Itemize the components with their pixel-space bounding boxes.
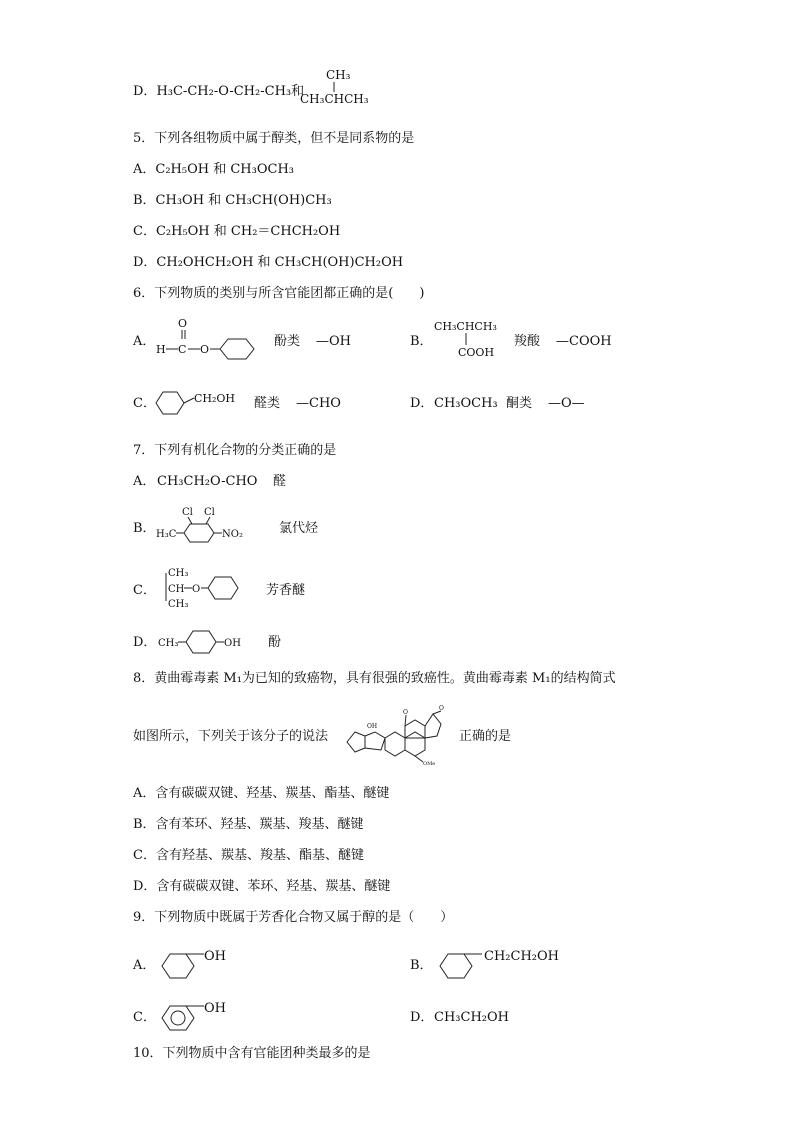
q7b-nitro: NO₂ <box>222 529 243 540</box>
phenyl-formate-structure <box>156 315 266 361</box>
q6-c-label: C． <box>133 396 156 411</box>
q6-c-class: 醛类 <box>254 396 281 411</box>
cyclohexanol-structure <box>160 946 250 982</box>
q9-d-formula: CH₃CH₂OH <box>434 1010 509 1025</box>
isopropyl-phenyl-ether-structure <box>162 565 252 611</box>
phenol-oh: OH <box>204 1001 226 1016</box>
dichloronitrotoluene-structure <box>156 504 256 546</box>
q8-option-a: A．含有碳碳双键、羟基、羰基、酯基、醚键 <box>133 786 390 801</box>
isobutyric-acid-structure <box>434 318 514 362</box>
q9-c-label: C． <box>133 1010 156 1025</box>
q7-c-class: 芳香醚 <box>266 583 306 598</box>
phenol-structure <box>160 998 250 1034</box>
q8-option-b: B．含有苯环、羟基、羰基、羧基、醚键 <box>133 817 364 832</box>
acid-top: CH₃CHCH₃ <box>434 320 497 333</box>
cyclohexanol-oh: OH <box>204 949 226 964</box>
q6-d-class: 酮类 <box>506 396 533 411</box>
formate-ester-o: O <box>200 343 210 356</box>
q7d-methyl: CH₃ <box>158 638 179 649</box>
formate-carbonyl-o: O <box>178 317 188 330</box>
q5-option-d: D．CH₂OHCH₂OH 和 CH₃CH(OH)CH₂OH <box>133 255 404 270</box>
q6-a-class: 酚类 <box>274 334 301 349</box>
benzyl-ch2oh: CH₂OH <box>194 392 236 405</box>
q7b-cl-2: Cl <box>204 507 215 518</box>
q9-stem: 9．下列物质中既属于芳香化合物又属于醇的是（ ） <box>133 910 454 925</box>
q6-stem: 6．下列物质的类别与所含官能团都正确的是( ) <box>133 286 425 301</box>
q8-line2-a: 如图所示，下列关于该分子的说法 <box>133 729 329 744</box>
q9-b-label: B． <box>410 958 433 973</box>
q7-b-label: B． <box>133 521 156 536</box>
q7-d-label: D． <box>133 635 157 650</box>
phenylethanol-structure <box>438 946 578 982</box>
q5-stem: 5．下列各组物质中属于醇类，但不是同系物的是 <box>133 131 415 146</box>
q7c-ch: CH <box>168 584 185 595</box>
phenylethanol-chain: CH₂CH₂OH <box>484 949 559 964</box>
benzyl-alcohol-structure <box>154 388 250 418</box>
q7-a-label: A． <box>133 474 156 489</box>
q6-b-label: B． <box>410 334 433 349</box>
q7-a-formula: CH₃CH₂O-CHO <box>157 474 258 489</box>
q6-d-group: —O— <box>548 396 585 411</box>
q8-stem: 8．黄曲霉毒素 M₁为已知的致癌物，具有很强的致癌性。黄曲霉毒素 M₁的结构简式 <box>133 671 616 686</box>
q4-d-left-formula: H₃C-CH₂-O-CH₂-CH₃ <box>156 84 292 99</box>
q9-d-label: D． <box>410 1010 434 1025</box>
q7c-ch3-bottom: CH₃ <box>168 599 189 610</box>
q8-option-c: C．含有羟基、羰基、羧基、酯基、醚键 <box>133 848 364 863</box>
isobutane-ch3-top: CH₃ <box>326 68 351 82</box>
q5-option-a: A．C₂H₅OH 和 CH₃OCH₃ <box>133 162 295 177</box>
isobutane-main: CH₃CHCH₃ <box>300 92 369 106</box>
q6-b-group: —COOH <box>556 334 612 349</box>
m1-ketone-o: O <box>439 705 444 712</box>
q7-a-class: 醛 <box>273 474 287 489</box>
q7-stem: 7．下列有机化合物的分类正确的是 <box>133 443 337 458</box>
q9-a-label: A． <box>133 958 156 973</box>
q5-option-b: B．CH₃OH 和 CH₃CH(OH)CH₃ <box>133 193 332 208</box>
q6-a-label: A． <box>133 334 156 349</box>
m1-oh: OH <box>367 723 378 730</box>
q7-c-label: C． <box>133 583 156 598</box>
formate-h: H <box>156 343 166 356</box>
q6-b-class: 羧酸 <box>514 334 541 349</box>
q5-option-c: C．C₂H₅OH 和 CH₂＝CHCH₂OH <box>133 224 341 239</box>
q6-d-label: D． <box>410 396 434 411</box>
m1-lactone-o: O <box>403 709 408 716</box>
q4-d-label: D． <box>133 84 157 99</box>
isobutane-structure <box>298 66 378 110</box>
q7-d-class: 酚 <box>268 635 282 650</box>
aflatoxin-m1-structure <box>345 702 457 766</box>
q8-line2-b: 正确的是 <box>459 729 512 744</box>
p-cresol-structure <box>158 628 248 656</box>
q6-a-group: —OH <box>316 334 351 349</box>
q7c-o: O <box>192 584 201 595</box>
q6-d-formula: CH₃OCH₃ <box>434 396 498 411</box>
q6-c-group: —CHO <box>296 396 341 411</box>
q4-option-d <box>133 84 304 100</box>
m1-ome: OMe <box>423 761 436 767</box>
q7b-cl-1: Cl <box>182 507 193 518</box>
acid-cooh: COOH <box>458 346 495 359</box>
q10-stem: 10．下列物质中含有官能团种类最多的是 <box>133 1046 371 1061</box>
q7b-methyl: H₃C <box>156 529 177 540</box>
q7d-oh: OH <box>224 638 241 649</box>
q7c-ch3-top: CH₃ <box>168 568 189 579</box>
q4-d-conj: 和 <box>291 84 305 99</box>
q7-b-class: 氯代烃 <box>279 521 319 536</box>
q8-option-d: D．含有碳碳双键、苯环、羟基、羰基、醚键 <box>133 879 391 894</box>
formate-c: C <box>178 343 187 356</box>
